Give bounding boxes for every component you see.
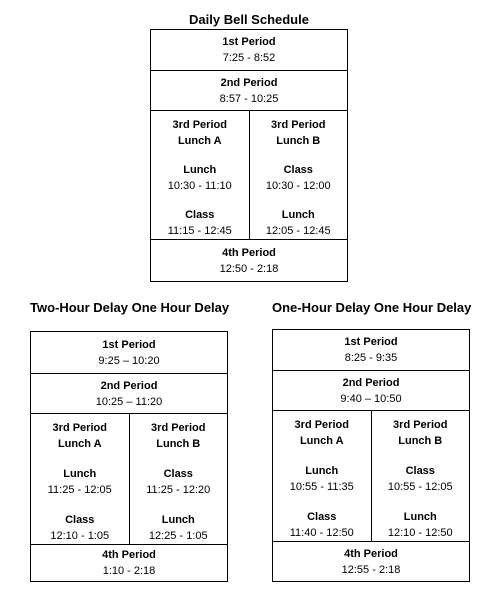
lunch-b-slot-2-label: Lunch — [281, 209, 315, 221]
lunch-b-slot-1-label: Class — [283, 164, 313, 176]
period-2-label: 2nd Period — [220, 76, 278, 89]
lunch-a-heading: 3rd Period — [294, 419, 349, 431]
lunch-a-subheading: Lunch A — [57, 438, 102, 450]
lunch-a-slot-2-label: Class — [307, 511, 337, 523]
period-4-label: 4th Period — [222, 246, 276, 259]
lunch-a-slot-1-time: 10:30 - 11:10 — [167, 180, 232, 192]
period-2-time: 10:25 – 11:20 — [95, 395, 163, 408]
daily-schedule-title: Daily Bell Schedule — [189, 12, 309, 27]
period-4-label: 4th Period — [344, 547, 398, 560]
lunch-b-slot-1-time: 10:55 - 12:05 — [387, 481, 453, 493]
lunch-b-slot-2-label: Lunch — [161, 514, 195, 526]
lunch-a-column — [31, 414, 130, 544]
lunch-b-column — [130, 414, 228, 544]
period-2-row — [151, 71, 347, 111]
lunch-b-slot-1-label: Class — [405, 465, 435, 477]
period-1-label: 1st Period — [344, 336, 398, 348]
lunch-a-slot-2-time: 11:15 - 12:45 — [167, 225, 232, 237]
lunch-a-slot-2-label: Class — [185, 209, 215, 221]
period-1-row — [31, 332, 227, 374]
period-2-time: 9:40 – 10:50 — [340, 392, 402, 405]
lunch-a-slot-2-label: Class — [65, 514, 95, 526]
period-3-split — [151, 111, 347, 240]
lunch-b-slot-1-label: Class — [163, 468, 193, 480]
period-4-time: 12:50 - 2:18 — [219, 262, 279, 275]
lunch-a-slot-1-label: Lunch — [63, 468, 97, 480]
period-2-label: 2nd Period — [100, 379, 158, 392]
period-1-label: 1st Period — [102, 338, 156, 351]
lunch-b-slot-2-time: 12:10 - 12:50 — [387, 527, 453, 539]
period-1-row — [273, 330, 469, 371]
period-2-row — [273, 371, 469, 411]
lunch-b-column — [250, 111, 348, 239]
two-hour-delay-title: Two-Hour Delay One Hour Delay — [30, 300, 230, 315]
period-4-row — [273, 542, 469, 581]
lunch-b-slot-1-time: 11:25 - 12:20 — [146, 484, 211, 496]
period-1-time: 8:25 - 9:35 — [344, 352, 398, 364]
period-4-row — [151, 240, 347, 281]
period-2-time: 8:57 - 10:25 — [219, 92, 279, 105]
daily-schedule-table — [150, 29, 348, 282]
lunch-b-heading: 3rd Period — [151, 422, 206, 434]
period-1-label: 1st Period — [222, 36, 276, 48]
lunch-a-heading: 3rd Period — [52, 422, 107, 434]
period-3-split — [273, 411, 469, 542]
period-4-time: 1:10 - 2:18 — [102, 565, 156, 577]
lunch-a-column — [273, 411, 372, 541]
lunch-a-column — [151, 111, 250, 239]
lunch-a-slot-2-time: 12:10 - 1:05 — [50, 530, 110, 542]
lunch-b-heading: 3rd Period — [393, 419, 448, 431]
lunch-b-slot-2-time: 12:25 - 1:05 — [148, 530, 208, 542]
period-4-row — [31, 545, 227, 581]
lunch-a-slot-1-time: 10:55 - 11:35 — [289, 481, 354, 493]
period-4-label: 4th Period — [102, 549, 156, 561]
lunch-b-heading: 3rd Period — [271, 119, 326, 131]
lunch-a-subheading: Lunch A — [177, 135, 222, 147]
lunch-a-heading: 3rd Period — [172, 119, 227, 131]
lunch-b-subheading: Lunch B — [156, 438, 201, 450]
lunch-b-subheading: Lunch B — [398, 435, 443, 447]
lunch-a-slot-1-label: Lunch — [183, 164, 217, 176]
lunch-b-slot-1-time: 10:30 - 12:00 — [265, 180, 331, 192]
period-2-label: 2nd Period — [342, 376, 400, 389]
one-hour-delay-title: One-Hour Delay One Hour Delay — [272, 300, 472, 315]
period-4-time: 12:55 - 2:18 — [341, 563, 401, 576]
period-1-time: 9:25 – 10:20 — [98, 354, 160, 367]
lunch-b-slot-2-time: 12:05 - 12:45 — [265, 225, 331, 237]
lunch-a-slot-1-label: Lunch — [305, 465, 339, 477]
lunch-a-slot-1-time: 11:25 - 12:05 — [47, 484, 112, 496]
period-3-split — [31, 414, 227, 545]
period-1-time: 7:25 - 8:52 — [222, 52, 276, 64]
lunch-b-subheading: Lunch B — [276, 135, 321, 147]
lunch-a-slot-2-time: 11:40 - 12:50 — [289, 527, 354, 539]
one-hour-delay-table — [272, 329, 470, 582]
period-1-row — [151, 30, 347, 71]
lunch-b-column — [372, 411, 470, 541]
lunch-a-subheading: Lunch A — [299, 435, 344, 447]
two-hour-delay-table — [30, 331, 228, 582]
period-2-row — [31, 374, 227, 414]
lunch-b-slot-2-label: Lunch — [403, 511, 437, 523]
